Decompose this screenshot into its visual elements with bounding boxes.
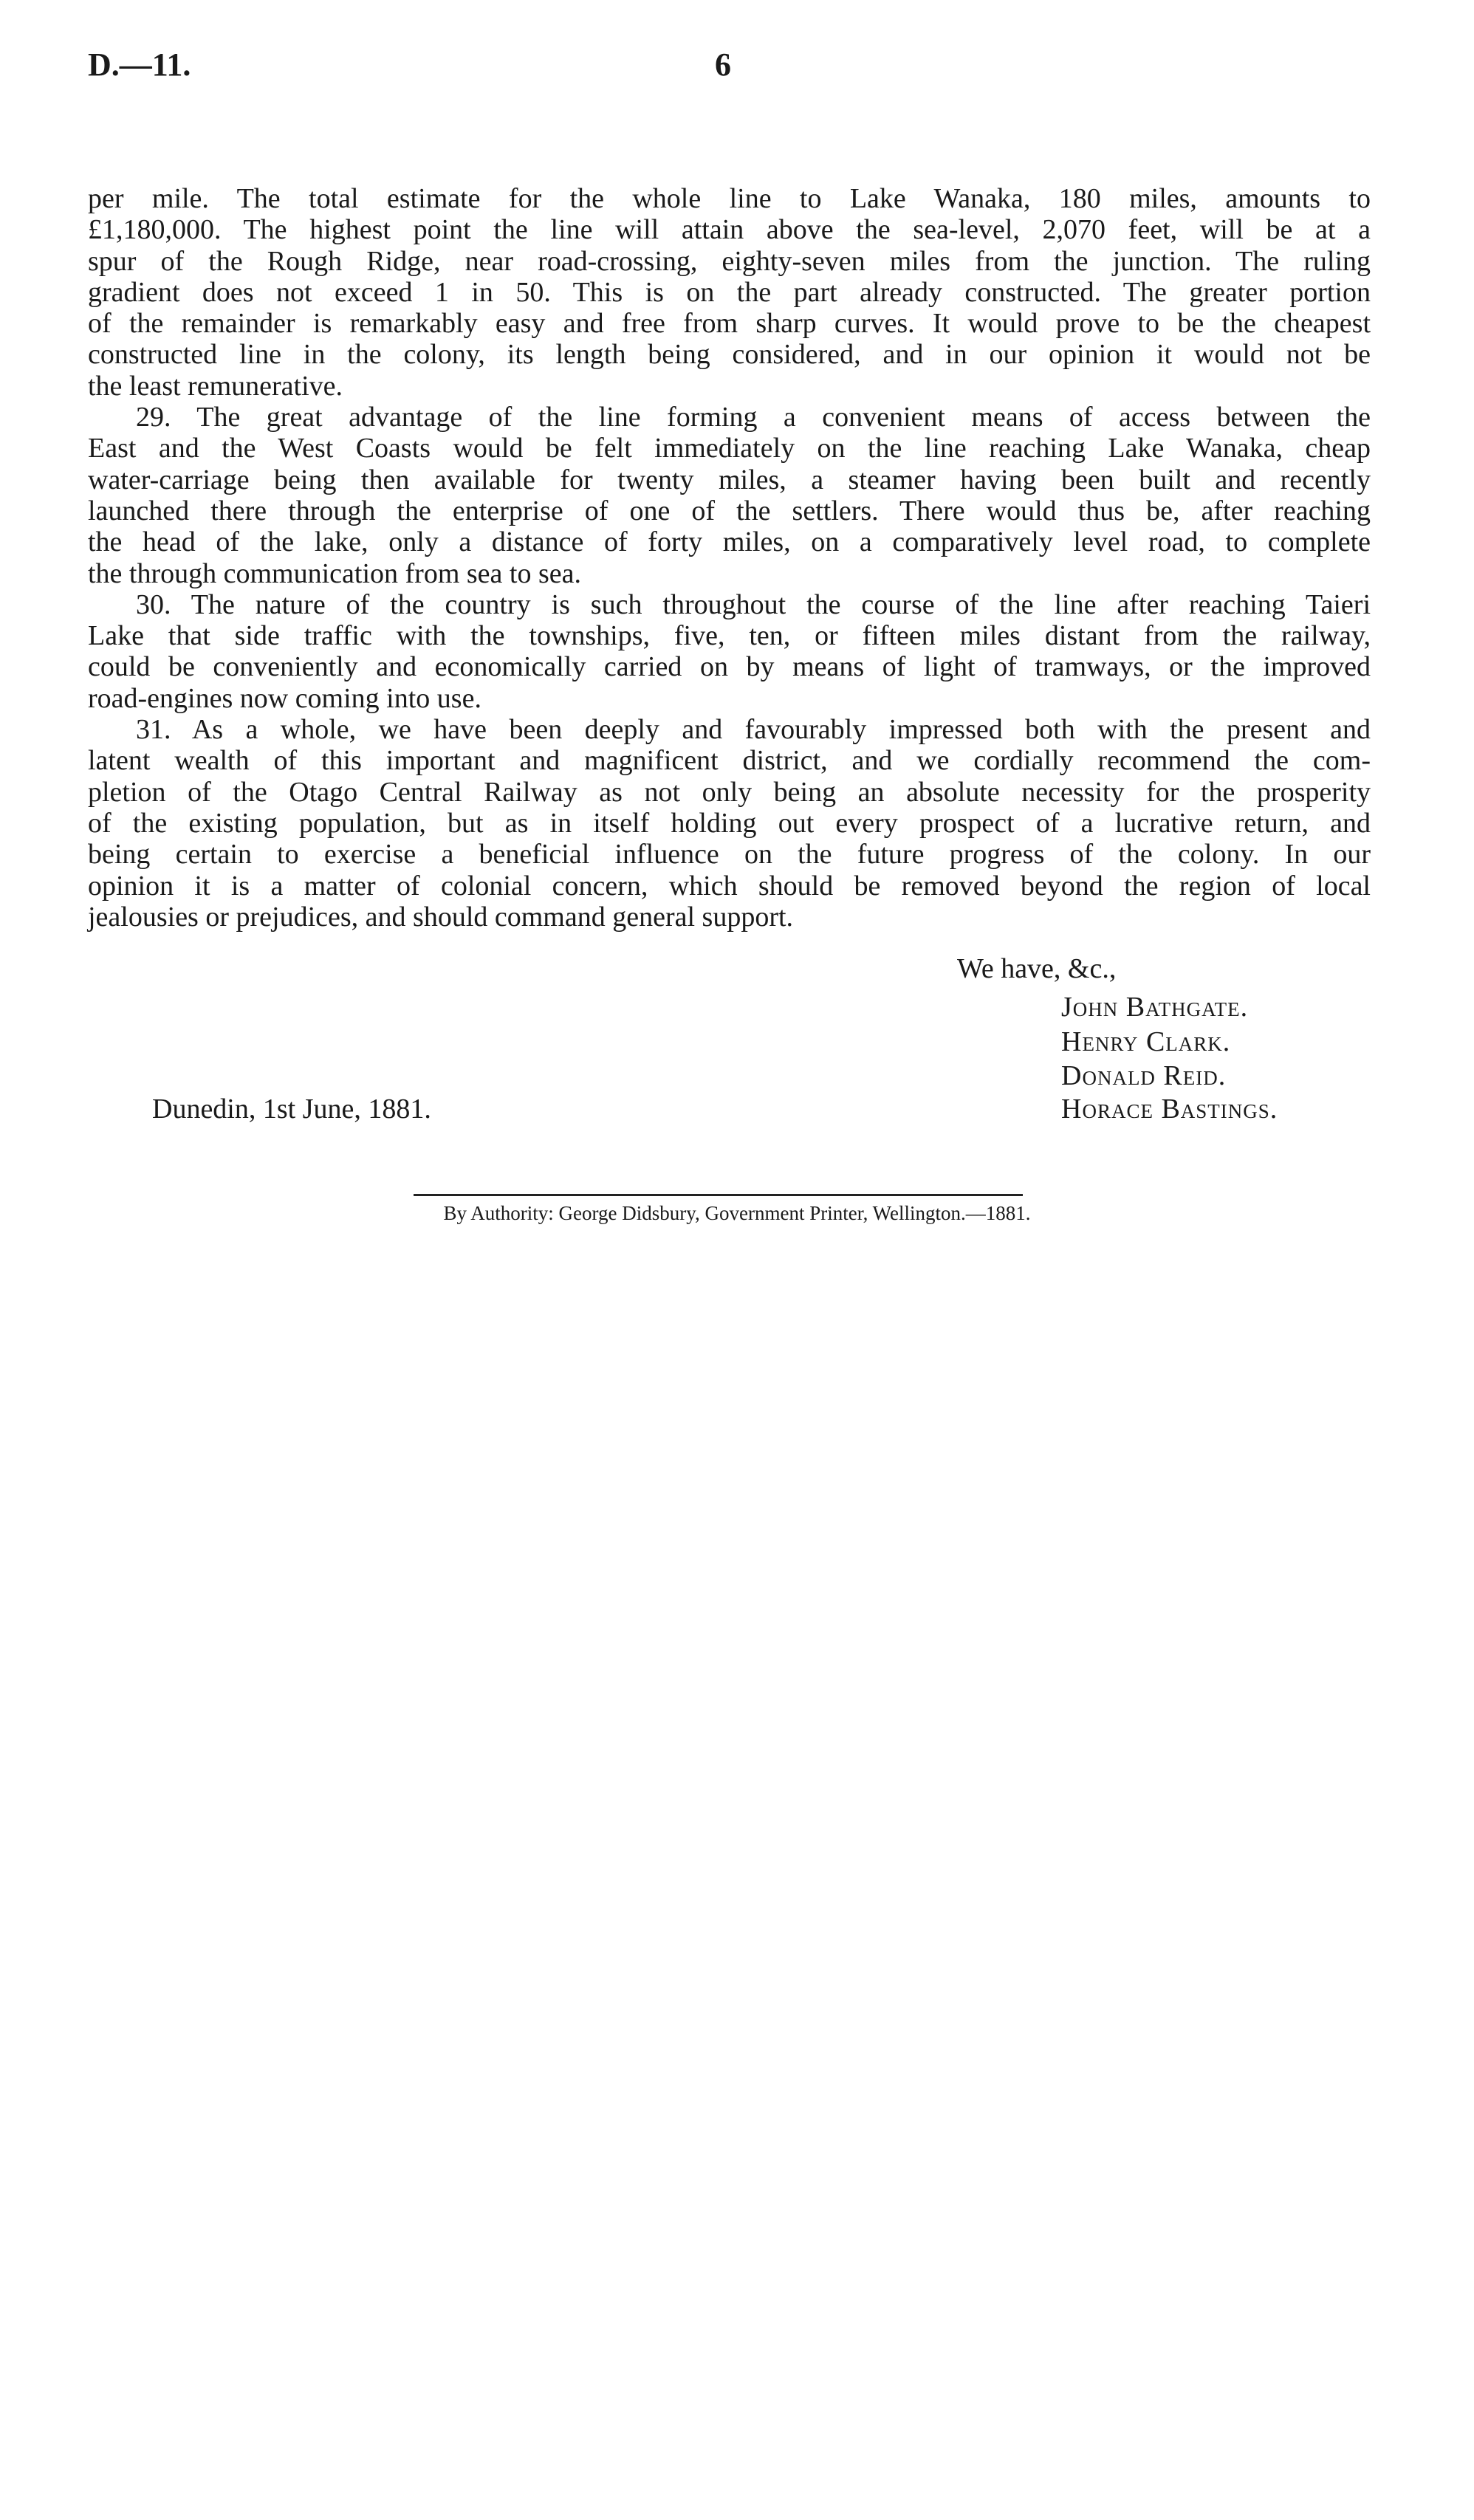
- printer-imprint: By Authority: George Didsbury, Government Printer, Wellington.—1881.: [443, 1202, 1031, 1224]
- divider-rule: [414, 1194, 1023, 1196]
- paragraph-line: of the existing population, but as in itself holding out every prospect of a lucrative return, and: [88, 807, 1371, 839]
- document-body: [88, 183, 1371, 933]
- paragraph-line: the least remunerative.: [88, 370, 343, 402]
- paragraph-line: launched there through the enterprise of one of the settlers. There would thus be, after reaching: [88, 495, 1371, 526]
- paragraph-line: £1,180,000. The highest point the line will attain above the sea-level, 2,070 feet, will be at a: [88, 214, 1371, 246]
- signatory: Donald Reid.: [1061, 1060, 1227, 1091]
- paragraph-line: per mile. The total estimate for the whole line to Lake Wanaka, 180 miles, amounts to: [88, 183, 1371, 214]
- document-code: D.—11.: [88, 47, 191, 83]
- paragraph-line: the through communication from sea to sea.: [88, 557, 581, 589]
- paragraph-line: opinion it is a matter of colonial concern, which should be removed beyond the region of local: [88, 870, 1371, 902]
- paragraph-line: 29. The great advantage of the line forming a convenient means of access between the: [136, 402, 1371, 433]
- paragraph-line: 30. The nature of the country is such throughout the course of the line after reaching Taieri: [136, 588, 1371, 620]
- paragraph-line: jealousies or prejudices, and should command general support.: [88, 901, 794, 933]
- signatory: Horace Bastings.: [1061, 1094, 1278, 1125]
- paragraph-line: the head of the lake, only a distance of forty miles, on a comparatively level road, to complete: [88, 526, 1371, 558]
- paragraph-line: could be conveniently and economically carried on by means of light of tramways, or the improved: [88, 651, 1371, 683]
- paragraph-line: East and the West Coasts would be felt immediately on the line reaching Lake Wanaka, cheap: [88, 433, 1371, 464]
- paragraph-line: 31. As a whole, we have been deeply and favourably impressed both with the present and: [136, 714, 1371, 746]
- paragraph-line: spur of the Rough Ridge, near road-crossing, eighty-seven miles from the junction. The ruling: [88, 245, 1371, 277]
- paragraph-line: of the remainder is remarkably easy and free from sharp curves. It would prove to be the cheapest: [88, 308, 1371, 340]
- paragraph-line: Lake that side traffic with the townships, five, ten, or fifteen miles distant from the railway,: [88, 620, 1371, 652]
- paragraph-line: being certain to exercise a beneficial influence on the future progress of the colony. In our: [88, 839, 1371, 871]
- paragraph-line: road-engines now coming into use.: [88, 682, 481, 714]
- signatory: Henry Clark.: [1061, 1026, 1231, 1057]
- paragraph-line: constructed line in the colony, its length being considered, and in our opinion it would not be: [88, 339, 1371, 371]
- salutation: We have, &c.,: [957, 953, 1117, 984]
- signatory: John Bathgate.: [1061, 992, 1249, 1023]
- page-number: 6: [715, 47, 731, 83]
- paragraph-line: water-carriage being then available for twenty miles, a steamer having been built and recently: [88, 464, 1371, 495]
- paragraph-line: gradient does not exceed 1 in 50. This is on the part already constructed. The greater portion: [88, 276, 1371, 308]
- place-date: Dunedin, 1st June, 1881.: [152, 1094, 431, 1125]
- paragraph-line: pletion of the Otago Central Railway as not only being an absolute necessity for the prosperity: [88, 776, 1371, 808]
- paragraph-line: latent wealth of this important and magnificent district, and we cordially recommend the com-: [88, 745, 1371, 777]
